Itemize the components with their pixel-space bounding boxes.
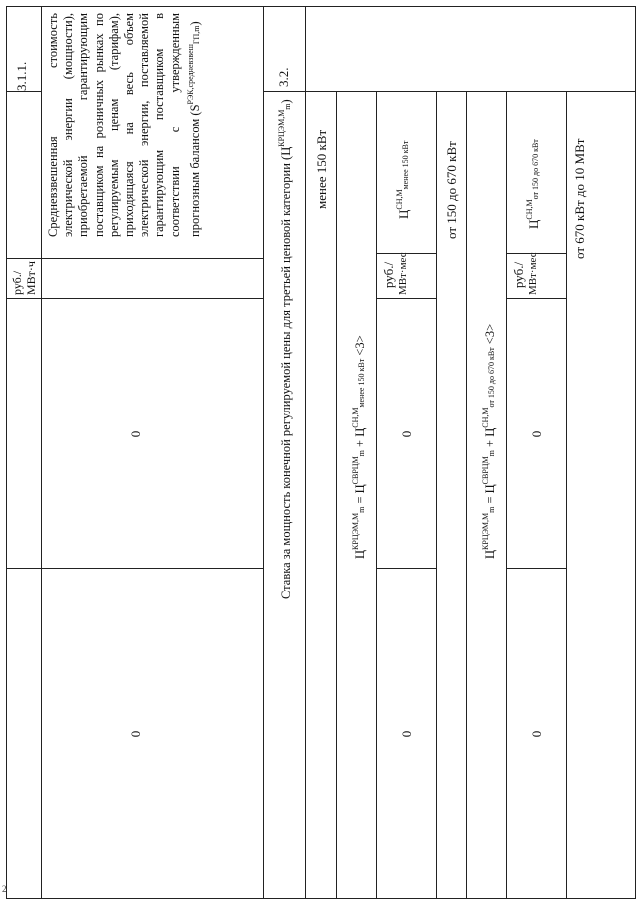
table-canvas <box>6 6 636 899</box>
s32-divider-unit-2 <box>506 298 566 299</box>
group-1-label: менее 150 кВт <box>314 129 329 209</box>
row-3-1-1-number: 3.1.1. <box>14 61 29 91</box>
s32-divider-sym-2 <box>506 253 566 254</box>
page-mark: 2 <box>2 884 7 894</box>
s32-divider-values-2 <box>506 568 566 569</box>
group-1-formula: $Ц^{КРЦЭМ,М}m = Ц^{СВРЦМ}m$ + $Ц^{СН,М}менее$ 150 кВт <3> <box>351 335 367 559</box>
group-2-value-a: 0 <box>528 430 544 438</box>
col-divider-num-desc <box>6 91 42 92</box>
col-divider-desc-unit <box>6 258 264 259</box>
group-1-value-a: 0 <box>398 430 414 438</box>
section-3-2-number: 3.2. <box>276 67 291 87</box>
group-2-symbol: $Ц^{СН,М}от$ 150 до 670 кВт <box>525 139 541 229</box>
s32-divider-unit <box>376 298 436 299</box>
group-1-value-b: 0 <box>398 730 414 738</box>
group-2-value-b: 0 <box>528 730 544 738</box>
row-3-1-1-value-a: 0 <box>127 430 143 438</box>
stat-symbol: $(S^{РЭК,средневзвеш}ГП,m)$ <box>185 21 202 116</box>
group-2-label: от 150 до 670 кВт <box>444 141 459 239</box>
s32-divider-values <box>376 568 436 569</box>
group-1-label-divider <box>336 92 337 899</box>
group-2-unit: руб./ МВт·мес <box>511 252 539 295</box>
group-1-unit: руб./ МВт·мес <box>381 252 409 295</box>
group-1-symbol: $Ц^{СН,М}менее$ 150 кВт <box>395 140 411 219</box>
group-2-label-divider <box>466 92 467 899</box>
rotated-table-page <box>6 6 636 899</box>
row-3-1-1-value-b: 0 <box>127 730 143 738</box>
row-3-1-1-unit: руб./МВт·ч <box>10 261 38 295</box>
section-3-2-num-divider <box>264 91 636 92</box>
group-3-label: от 670 кВт до 10 МВт <box>572 138 587 259</box>
group-2-end-divider <box>566 92 567 899</box>
section-3-2-title: Ставка за мощность конечной регулируемой цены для третьей ценовой категории $(Ц^{КРЦЭМ,М}m)$ <box>277 99 293 599</box>
group-2-formula: $Ц^{КРЦЭМ,М}m = Ц^{СВРЦМ}m + Ц^{СН,М}от$ 150 до 670 кВт <3> <box>481 323 497 559</box>
row-3-1-1-description: Средневзвешенная стоимость электрической энергии (мощности), приобретаемой гарантирующим поставщиком на розничных рынках по регулируемым ценам (тарифам), приходящаяся на весь объем электрической энергии, поставляемой гарантирующим поставщиком в соответствии с утвержденным прогнозным балансом $(S^{РЭК,средневзвеш}ГП,m)$ <box>46 13 202 237</box>
s32-divider-sym <box>376 253 436 254</box>
group-1-end-divider <box>436 92 437 899</box>
